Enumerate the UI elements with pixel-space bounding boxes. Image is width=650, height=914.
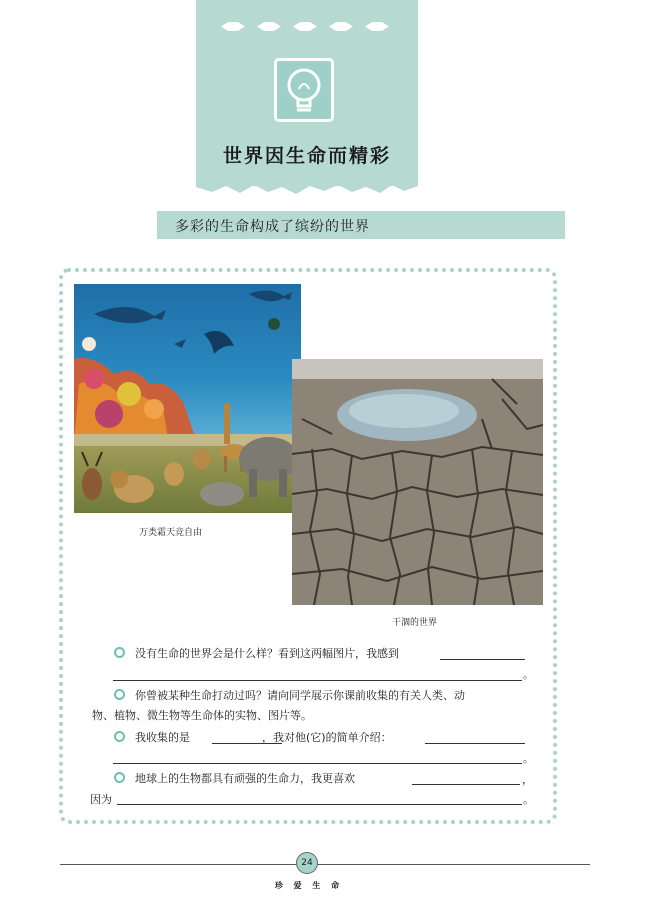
question-4-continued: 因为 [90, 793, 112, 806]
answer-blank-3c[interactable] [113, 763, 522, 764]
question-4: 地球上的生物都具有顽强的生命力，我更喜欢 [86, 771, 536, 787]
answer-blank-3a[interactable] [212, 743, 282, 744]
bullet-icon [114, 647, 125, 658]
answer-blank-4b[interactable] [117, 804, 522, 805]
chapter-title: 世界因生命而精彩 [222, 145, 391, 167]
bullet-icon [114, 689, 125, 700]
question-2-continued: 物、植物、微生物等生命体的实物、图片等。 [92, 709, 312, 722]
lightbulb-icon [274, 58, 334, 122]
answer-blank-3b[interactable] [425, 743, 525, 744]
answer-blank-1b[interactable] [113, 680, 522, 681]
torn-edge [196, 182, 418, 196]
dry-land-photo [292, 359, 543, 605]
banner-decoration [221, 22, 389, 31]
question-1: 没有生命的世界会是什么样？看到这两幅图片，我感到 [86, 646, 536, 662]
page-number: 24 [296, 852, 318, 874]
footer-rule [60, 864, 590, 865]
answer-blank-1a[interactable] [440, 659, 525, 660]
bullet-icon [114, 731, 125, 742]
chapter-banner [196, 0, 418, 186]
wildlife-photo [74, 284, 301, 513]
answer-blank-4a[interactable] [412, 784, 520, 785]
question-3: 我收集的是 ，我对他(它)的简单介绍： [86, 730, 536, 746]
wildlife-caption: 万类霜天竞自由 [139, 528, 203, 538]
bullet-icon [114, 772, 125, 783]
question-2: 你曾被某种生命打动过吗？请向同学展示你课前收集的有关人类、动 [86, 688, 536, 704]
dry-land-caption: 干涸的世界 [392, 618, 438, 628]
footer-title: 珍 爱 生 命 [274, 881, 344, 890]
section-heading: 多彩的生命构成了缤纷的世界 [157, 211, 565, 239]
